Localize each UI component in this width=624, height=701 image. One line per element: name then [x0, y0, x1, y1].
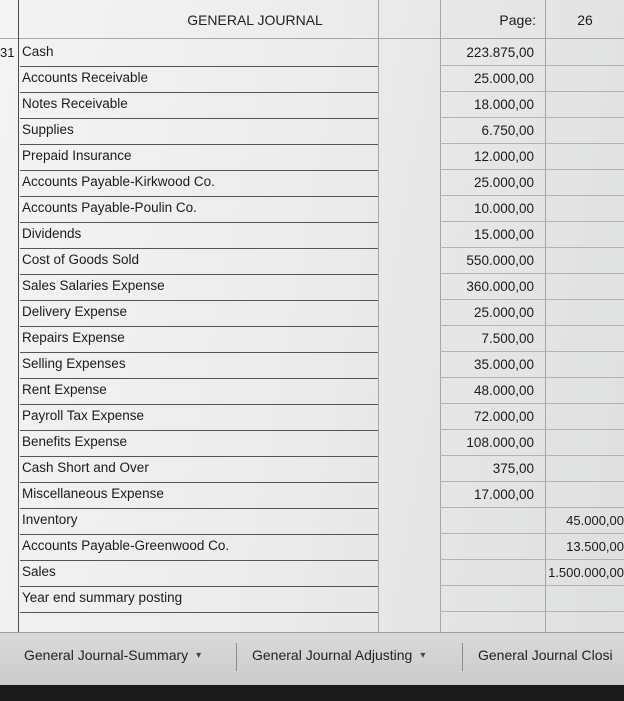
debit-cell[interactable]: 10.000,00: [473, 201, 534, 216]
debit-cell[interactable]: 25.000,00: [473, 71, 534, 86]
tab-separator: [236, 643, 237, 671]
table-row: [0, 196, 624, 222]
tab-general-journal-summary[interactable]: [24, 647, 201, 663]
account-cell[interactable]: Sales Salaries Expense: [20, 278, 378, 301]
journal-header: [0, 0, 624, 39]
tab-label: General Journal-Summary: [24, 647, 189, 663]
account-cell[interactable]: Supplies: [20, 122, 378, 145]
chevron-down-icon[interactable]: ▾: [420, 649, 426, 661]
account-cell[interactable]: Repairs Expense: [20, 330, 378, 353]
table-row: [0, 118, 624, 144]
credit-cell[interactable]: 1.500.000,00: [548, 565, 624, 580]
table-row: [0, 456, 624, 482]
debit-cell[interactable]: 72.000,00: [473, 409, 534, 424]
debit-cell[interactable]: 25.000,00: [473, 175, 534, 190]
account-cell[interactable]: Inventory: [20, 512, 378, 535]
account-cell[interactable]: Year end summary posting: [20, 590, 378, 613]
table-row: [0, 586, 624, 612]
table-row: [0, 508, 624, 534]
table-row: [0, 560, 624, 586]
table-row: [0, 352, 624, 378]
debit-cell[interactable]: 108.000,00: [466, 435, 534, 450]
tab-separator: [462, 643, 463, 671]
grid-row-line: [440, 611, 624, 612]
table-row: [0, 40, 624, 66]
account-cell[interactable]: Accounts Receivable: [20, 70, 378, 93]
account-cell[interactable]: Rent Expense: [20, 382, 378, 405]
date-cell[interactable]: 31: [0, 45, 15, 60]
debit-cell[interactable]: 25.000,00: [473, 305, 534, 320]
account-cell[interactable]: Miscellaneous Expense: [20, 486, 378, 509]
table-row: [0, 222, 624, 248]
table-row: [0, 274, 624, 300]
account-cell[interactable]: Accounts Payable-Poulin Co.: [20, 200, 378, 223]
table-row: [0, 92, 624, 118]
screen-bezel: [0, 685, 624, 701]
tab-general-journal-adjusting[interactable]: [252, 647, 425, 663]
account-cell[interactable]: Prepaid Insurance: [20, 148, 378, 171]
debit-cell[interactable]: 12.000,00: [473, 149, 534, 164]
credit-cell[interactable]: 13.500,00: [566, 539, 624, 554]
journal-title: GENERAL JOURNAL: [187, 12, 323, 28]
table-row: [0, 430, 624, 456]
table-row: [0, 248, 624, 274]
sheet-tab-bar: [0, 632, 624, 701]
table-row: [0, 534, 624, 560]
debit-cell[interactable]: 17.000,00: [473, 487, 534, 502]
debit-cell[interactable]: 360.000,00: [466, 279, 534, 294]
debit-cell[interactable]: 18.000,00: [473, 97, 534, 112]
chevron-down-icon[interactable]: ▾: [196, 649, 202, 661]
account-cell[interactable]: Accounts Payable-Greenwood Co.: [20, 538, 378, 561]
debit-cell[interactable]: 35.000,00: [473, 357, 534, 372]
table-row: [0, 326, 624, 352]
account-cell[interactable]: Dividends: [20, 226, 378, 249]
account-cell[interactable]: Cash Short and Over: [20, 460, 378, 483]
table-row: [0, 66, 624, 92]
account-cell[interactable]: Payroll Tax Expense: [20, 408, 378, 431]
account-cell[interactable]: Notes Receivable: [20, 96, 378, 119]
account-cell[interactable]: Selling Expenses: [20, 356, 378, 379]
debit-cell[interactable]: 48.000,00: [473, 383, 534, 398]
page-number[interactable]: 26: [577, 12, 593, 28]
debit-cell[interactable]: 375,00: [492, 461, 534, 476]
table-row: [0, 170, 624, 196]
table-row: [0, 404, 624, 430]
page-label: Page:: [499, 12, 536, 28]
table-row: [0, 378, 624, 404]
debit-cell[interactable]: 223.875,00: [466, 45, 534, 60]
tab-general-journal-closing[interactable]: [478, 647, 613, 663]
debit-cell[interactable]: 7.500,00: [481, 331, 534, 346]
debit-cell[interactable]: 15.000,00: [473, 227, 534, 242]
credit-cell[interactable]: 45.000,00: [566, 513, 624, 528]
account-cell[interactable]: Benefits Expense: [20, 434, 378, 457]
table-row: [0, 300, 624, 326]
account-cell[interactable]: Delivery Expense: [20, 304, 378, 327]
account-cell[interactable]: Cash: [20, 44, 378, 67]
journal-rows: [0, 40, 624, 612]
table-row: [0, 144, 624, 170]
table-row: [0, 482, 624, 508]
account-cell[interactable]: Accounts Payable-Kirkwood Co.: [20, 174, 378, 197]
tab-label: General Journal Closi: [478, 647, 613, 663]
debit-cell[interactable]: 6.750,00: [481, 123, 534, 138]
account-cell[interactable]: Sales: [20, 564, 378, 587]
account-cell[interactable]: Cost of Goods Sold: [20, 252, 378, 275]
tab-label: General Journal Adjusting: [252, 647, 413, 663]
debit-cell[interactable]: 550.000,00: [466, 253, 534, 268]
